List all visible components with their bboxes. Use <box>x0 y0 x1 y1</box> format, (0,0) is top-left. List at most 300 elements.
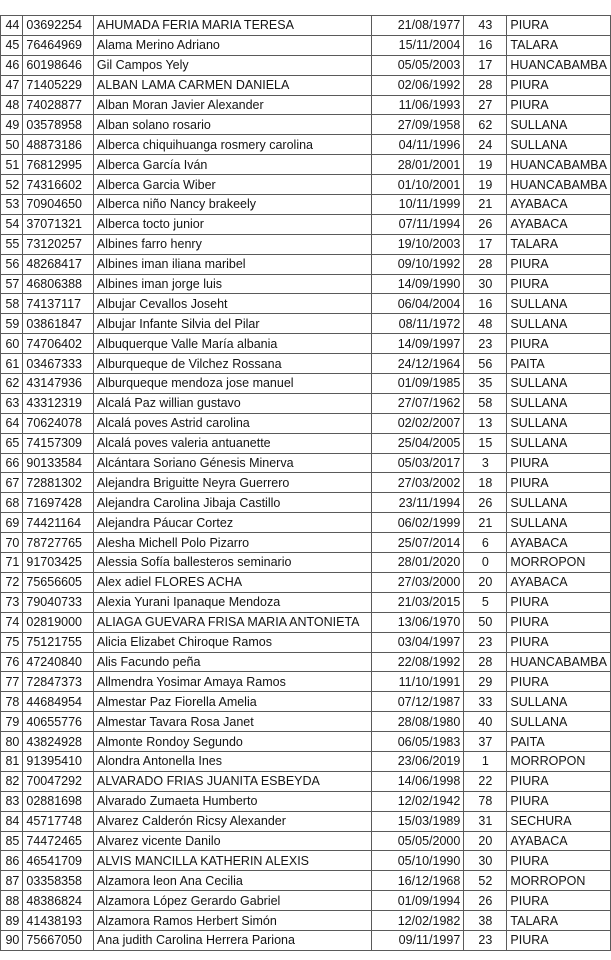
dni-cell: 37071321 <box>23 214 94 234</box>
age-cell: 24 <box>464 135 507 155</box>
dni-cell: 48268417 <box>23 254 94 274</box>
row-number: 67 <box>1 473 23 493</box>
table-row <box>1 751 611 771</box>
birth-date-cell: 27/07/1962 <box>371 393 463 413</box>
dni-cell: 45717748 <box>23 811 94 831</box>
dni-cell: 03578958 <box>23 115 94 135</box>
dni-cell: 03692254 <box>23 16 94 36</box>
birth-date-cell: 05/05/2003 <box>371 55 463 75</box>
age-cell: 27 <box>464 95 507 115</box>
dni-cell: 71697428 <box>23 493 94 513</box>
table-row <box>1 533 611 553</box>
birth-date-cell: 13/06/1970 <box>371 612 463 632</box>
province-cell: SULLANA <box>507 294 611 314</box>
table-row <box>1 612 611 632</box>
name-cell: Alis Facundo peña <box>93 652 371 672</box>
row-number: 64 <box>1 413 23 433</box>
dni-cell: 75121755 <box>23 632 94 652</box>
dni-cell: 03467333 <box>23 354 94 374</box>
dni-cell: 02881698 <box>23 791 94 811</box>
province-cell: SULLANA <box>507 135 611 155</box>
table-row <box>1 831 611 851</box>
name-cell: Almestar Paz Fiorella Amelia <box>93 692 371 712</box>
name-cell: Alvarado Zumaeta Humberto <box>93 791 371 811</box>
age-cell: 20 <box>464 831 507 851</box>
table-row <box>1 374 611 394</box>
name-cell: Albuquerque Valle María albania <box>93 334 371 354</box>
table-row <box>1 294 611 314</box>
dni-cell: 48873186 <box>23 135 94 155</box>
age-cell: 3 <box>464 453 507 473</box>
age-cell: 52 <box>464 871 507 891</box>
province-cell: SULLANA <box>507 314 611 334</box>
birth-date-cell: 08/11/1972 <box>371 314 463 334</box>
dni-cell: 60198646 <box>23 55 94 75</box>
row-number: 60 <box>1 334 23 354</box>
birth-date-cell: 14/09/1997 <box>371 334 463 354</box>
dni-cell: 70904650 <box>23 195 94 215</box>
province-cell: AYABACA <box>507 195 611 215</box>
table-row <box>1 572 611 592</box>
name-cell: Albines iman jorge luis <box>93 274 371 294</box>
age-cell: 30 <box>464 851 507 871</box>
row-number: 72 <box>1 572 23 592</box>
age-cell: 28 <box>464 254 507 274</box>
row-number: 53 <box>1 195 23 215</box>
age-cell: 20 <box>464 572 507 592</box>
table-row <box>1 314 611 334</box>
row-number: 63 <box>1 393 23 413</box>
age-cell: 15 <box>464 433 507 453</box>
name-cell: Alama Merino Adriano <box>93 35 371 55</box>
name-cell: Almonte Rondoy Segundo <box>93 732 371 752</box>
age-cell: 56 <box>464 354 507 374</box>
age-cell: 58 <box>464 393 507 413</box>
birth-date-cell: 07/11/1994 <box>371 214 463 234</box>
name-cell: Alberca niño Nancy brakeely <box>93 195 371 215</box>
birth-date-cell: 21/08/1977 <box>371 16 463 36</box>
birth-date-cell: 05/03/2017 <box>371 453 463 473</box>
row-number: 84 <box>1 811 23 831</box>
row-number: 75 <box>1 632 23 652</box>
birth-date-cell: 09/10/1992 <box>371 254 463 274</box>
birth-date-cell: 03/04/1997 <box>371 632 463 652</box>
age-cell: 19 <box>464 155 507 175</box>
province-cell: SULLANA <box>507 692 611 712</box>
birth-date-cell: 02/02/2007 <box>371 413 463 433</box>
province-cell: PIURA <box>507 453 611 473</box>
province-cell: SULLANA <box>507 115 611 135</box>
name-cell: AHUMADA FERIA MARIA TERESA <box>93 16 371 36</box>
table-row <box>1 891 611 911</box>
age-cell: 17 <box>464 234 507 254</box>
dni-cell: 70624078 <box>23 413 94 433</box>
dni-cell: 72881302 <box>23 473 94 493</box>
row-number: 48 <box>1 95 23 115</box>
age-cell: 33 <box>464 692 507 712</box>
name-cell: Alban solano rosario <box>93 115 371 135</box>
birth-date-cell: 15/11/2004 <box>371 35 463 55</box>
name-cell: Alburqueque de Vilchez Rossana <box>93 354 371 374</box>
province-cell: PIURA <box>507 16 611 36</box>
sheet-top-edge <box>0 0 611 16</box>
row-number: 50 <box>1 135 23 155</box>
table-row <box>1 334 611 354</box>
province-cell: SULLANA <box>507 433 611 453</box>
age-cell: 38 <box>464 911 507 931</box>
row-number: 87 <box>1 871 23 891</box>
province-cell: HUANCABAMBA <box>507 55 611 75</box>
province-cell: PIURA <box>507 672 611 692</box>
age-cell: 26 <box>464 493 507 513</box>
province-cell: AYABACA <box>507 533 611 553</box>
row-number: 74 <box>1 612 23 632</box>
table-row <box>1 155 611 175</box>
row-number: 54 <box>1 214 23 234</box>
birth-date-cell: 23/06/2019 <box>371 751 463 771</box>
registry-table <box>0 15 611 951</box>
province-cell: MORROPON <box>507 751 611 771</box>
name-cell: Alcántara Soriano Génesis Minerva <box>93 453 371 473</box>
province-cell: PIURA <box>507 930 611 950</box>
age-cell: 21 <box>464 513 507 533</box>
dni-cell: 74157309 <box>23 433 94 453</box>
age-cell: 0 <box>464 553 507 573</box>
name-cell: Albines iman iliana maribel <box>93 254 371 274</box>
row-number: 62 <box>1 374 23 394</box>
age-cell: 30 <box>464 274 507 294</box>
table-row <box>1 592 611 612</box>
row-number: 49 <box>1 115 23 135</box>
province-cell: PAITA <box>507 354 611 374</box>
age-cell: 21 <box>464 195 507 215</box>
table-row <box>1 95 611 115</box>
name-cell: Alvarez vicente Danilo <box>93 831 371 851</box>
birth-date-cell: 24/12/1964 <box>371 354 463 374</box>
row-number: 82 <box>1 771 23 791</box>
birth-date-cell: 06/04/2004 <box>371 294 463 314</box>
row-number: 88 <box>1 891 23 911</box>
dni-cell: 70047292 <box>23 771 94 791</box>
row-number: 79 <box>1 712 23 732</box>
age-cell: 23 <box>464 632 507 652</box>
province-cell: SECHURA <box>507 811 611 831</box>
row-number: 73 <box>1 592 23 612</box>
dni-cell: 74421164 <box>23 513 94 533</box>
row-number: 55 <box>1 234 23 254</box>
dni-cell: 46806388 <box>23 274 94 294</box>
birth-date-cell: 02/06/1992 <box>371 75 463 95</box>
age-cell: 48 <box>464 314 507 334</box>
dni-cell: 76464969 <box>23 35 94 55</box>
row-number: 78 <box>1 692 23 712</box>
table-row <box>1 930 611 950</box>
table-row <box>1 234 611 254</box>
birth-date-cell: 12/02/1942 <box>371 791 463 811</box>
province-cell: PIURA <box>507 771 611 791</box>
name-cell: Allmendra Yosimar Amaya Ramos <box>93 672 371 692</box>
table-row <box>1 16 611 36</box>
birth-date-cell: 01/10/2001 <box>371 175 463 195</box>
age-cell: 28 <box>464 75 507 95</box>
table-row <box>1 672 611 692</box>
name-cell: Alberca Garcia Wiber <box>93 175 371 195</box>
dni-cell: 75656605 <box>23 572 94 592</box>
birth-date-cell: 27/03/2002 <box>371 473 463 493</box>
birth-date-cell: 05/05/2000 <box>371 831 463 851</box>
dni-cell: 74706402 <box>23 334 94 354</box>
table-row <box>1 393 611 413</box>
name-cell: Albines farro henry <box>93 234 371 254</box>
province-cell: TALARA <box>507 911 611 931</box>
name-cell: Alex adiel FLORES ACHA <box>93 572 371 592</box>
table-row <box>1 115 611 135</box>
birth-date-cell: 06/05/1983 <box>371 732 463 752</box>
name-cell: Alzamora López Gerardo Gabriel <box>93 891 371 911</box>
province-cell: TALARA <box>507 35 611 55</box>
row-number: 65 <box>1 433 23 453</box>
birth-date-cell: 15/03/1989 <box>371 811 463 831</box>
name-cell: Alejandra Páucar Cortez <box>93 513 371 533</box>
row-number: 81 <box>1 751 23 771</box>
birth-date-cell: 27/03/2000 <box>371 572 463 592</box>
age-cell: 22 <box>464 771 507 791</box>
name-cell: Albujar Infante Silvia del Pilar <box>93 314 371 334</box>
province-cell: AYABACA <box>507 214 611 234</box>
birth-date-cell: 06/02/1999 <box>371 513 463 533</box>
row-number: 47 <box>1 75 23 95</box>
dni-cell: 46541709 <box>23 851 94 871</box>
dni-cell: 74472465 <box>23 831 94 851</box>
table-row <box>1 553 611 573</box>
birth-date-cell: 16/12/1968 <box>371 871 463 891</box>
age-cell: 16 <box>464 294 507 314</box>
age-cell: 6 <box>464 533 507 553</box>
age-cell: 13 <box>464 413 507 433</box>
dni-cell: 90133584 <box>23 453 94 473</box>
age-cell: 43 <box>464 16 507 36</box>
table-row <box>1 453 611 473</box>
row-number: 44 <box>1 16 23 36</box>
dni-cell: 78727765 <box>23 533 94 553</box>
province-cell: SULLANA <box>507 413 611 433</box>
row-number: 86 <box>1 851 23 871</box>
dni-cell: 47240840 <box>23 652 94 672</box>
province-cell: MORROPON <box>507 871 611 891</box>
row-number: 85 <box>1 831 23 851</box>
row-number: 61 <box>1 354 23 374</box>
name-cell: Alzamora leon Ana Cecilia <box>93 871 371 891</box>
dni-cell: 43824928 <box>23 732 94 752</box>
birth-date-cell: 19/10/2003 <box>371 234 463 254</box>
row-number: 66 <box>1 453 23 473</box>
dni-cell: 74137117 <box>23 294 94 314</box>
name-cell: Alcalá poves Astrid carolina <box>93 413 371 433</box>
age-cell: 31 <box>464 811 507 831</box>
age-cell: 26 <box>464 891 507 911</box>
age-cell: 62 <box>464 115 507 135</box>
table-row <box>1 513 611 533</box>
province-cell: HUANCABAMBA <box>507 175 611 195</box>
dni-cell: 03358358 <box>23 871 94 891</box>
dni-cell: 44684954 <box>23 692 94 712</box>
name-cell: Alzamora Ramos Herbert Simón <box>93 911 371 931</box>
name-cell: Gil Campos Yely <box>93 55 371 75</box>
table-row <box>1 413 611 433</box>
dni-cell: 41438193 <box>23 911 94 931</box>
age-cell: 26 <box>464 214 507 234</box>
dni-cell: 79040733 <box>23 592 94 612</box>
province-cell: PIURA <box>507 791 611 811</box>
age-cell: 29 <box>464 672 507 692</box>
province-cell: SULLANA <box>507 393 611 413</box>
province-cell: PIURA <box>507 592 611 612</box>
row-number: 80 <box>1 732 23 752</box>
table-row <box>1 55 611 75</box>
birth-date-cell: 11/06/1993 <box>371 95 463 115</box>
province-cell: HUANCABAMBA <box>507 652 611 672</box>
province-cell: PIURA <box>507 851 611 871</box>
birth-date-cell: 11/10/1991 <box>371 672 463 692</box>
row-number: 51 <box>1 155 23 175</box>
province-cell: SULLANA <box>507 374 611 394</box>
dni-cell: 91395410 <box>23 751 94 771</box>
dni-cell: 72847373 <box>23 672 94 692</box>
name-cell: Alcalá poves valeria antuanette <box>93 433 371 453</box>
table-row <box>1 473 611 493</box>
table-row <box>1 871 611 891</box>
table-row <box>1 811 611 831</box>
table-row <box>1 712 611 732</box>
age-cell: 78 <box>464 791 507 811</box>
birth-date-cell: 25/07/2014 <box>371 533 463 553</box>
province-cell: PIURA <box>507 95 611 115</box>
row-number: 90 <box>1 930 23 950</box>
table-row <box>1 493 611 513</box>
birth-date-cell: 14/09/1990 <box>371 274 463 294</box>
dni-cell: 71405229 <box>23 75 94 95</box>
table-row <box>1 214 611 234</box>
province-cell: AYABACA <box>507 831 611 851</box>
province-cell: PIURA <box>507 334 611 354</box>
dni-cell: 03861847 <box>23 314 94 334</box>
birth-date-cell: 23/11/1994 <box>371 493 463 513</box>
name-cell: Almestar Tavara Rosa Janet <box>93 712 371 732</box>
dni-cell: 43312319 <box>23 393 94 413</box>
name-cell: Alondra Antonella Ines <box>93 751 371 771</box>
row-number: 69 <box>1 513 23 533</box>
age-cell: 18 <box>464 473 507 493</box>
province-cell: PIURA <box>507 632 611 652</box>
birth-date-cell: 10/11/1999 <box>371 195 463 215</box>
age-cell: 19 <box>464 175 507 195</box>
birth-date-cell: 01/09/1985 <box>371 374 463 394</box>
row-number: 77 <box>1 672 23 692</box>
birth-date-cell: 12/02/1982 <box>371 911 463 931</box>
table-row <box>1 732 611 752</box>
table-row <box>1 175 611 195</box>
province-cell: MORROPON <box>507 553 611 573</box>
age-cell: 50 <box>464 612 507 632</box>
table-row <box>1 274 611 294</box>
dni-cell: 40655776 <box>23 712 94 732</box>
dni-cell: 48386824 <box>23 891 94 911</box>
birth-date-cell: 09/11/1997 <box>371 930 463 950</box>
province-cell: TALARA <box>507 234 611 254</box>
age-cell: 1 <box>464 751 507 771</box>
table-row <box>1 75 611 95</box>
birth-date-cell: 22/08/1992 <box>371 652 463 672</box>
table-row <box>1 254 611 274</box>
birth-date-cell: 27/09/1958 <box>371 115 463 135</box>
name-cell: Alejandra Carolina Jibaja Castillo <box>93 493 371 513</box>
age-cell: 40 <box>464 712 507 732</box>
row-number: 46 <box>1 55 23 75</box>
row-number: 56 <box>1 254 23 274</box>
birth-date-cell: 04/11/1996 <box>371 135 463 155</box>
name-cell: Albujar Cevallos Joseht <box>93 294 371 314</box>
province-cell: PIURA <box>507 75 611 95</box>
table-row <box>1 354 611 374</box>
name-cell: ALVIS MANCILLA KATHERIN ALEXIS <box>93 851 371 871</box>
name-cell: Alejandra Briguitte Neyra Guerrero <box>93 473 371 493</box>
name-cell: Alberca García Iván <box>93 155 371 175</box>
name-cell: Alicia Elizabet Chiroque Ramos <box>93 632 371 652</box>
table-row <box>1 771 611 791</box>
name-cell: Alesha Michell Polo Pizarro <box>93 533 371 553</box>
name-cell: Alvarez Calderón Ricsy Alexander <box>93 811 371 831</box>
name-cell: Alessia Sofía ballesteros seminario <box>93 553 371 573</box>
row-number: 83 <box>1 791 23 811</box>
name-cell: Alburqueque mendoza jose manuel <box>93 374 371 394</box>
province-cell: PIURA <box>507 612 611 632</box>
table-row <box>1 195 611 215</box>
dni-cell: 02819000 <box>23 612 94 632</box>
birth-date-cell: 21/03/2015 <box>371 592 463 612</box>
table-row <box>1 632 611 652</box>
name-cell: ALVARADO FRIAS JUANITA ESBEYDA <box>93 771 371 791</box>
row-number: 59 <box>1 314 23 334</box>
dni-cell: 91703425 <box>23 553 94 573</box>
row-number: 57 <box>1 274 23 294</box>
row-number: 68 <box>1 493 23 513</box>
dni-cell: 74028877 <box>23 95 94 115</box>
dni-cell: 73120257 <box>23 234 94 254</box>
table-row <box>1 851 611 871</box>
birth-date-cell: 01/09/1994 <box>371 891 463 911</box>
birth-date-cell: 14/06/1998 <box>371 771 463 791</box>
table-row <box>1 692 611 712</box>
row-number: 71 <box>1 553 23 573</box>
table-row <box>1 433 611 453</box>
province-cell: PIURA <box>507 274 611 294</box>
table-row <box>1 791 611 811</box>
name-cell: ALIAGA GUEVARA FRISA MARIA ANTONIETA <box>93 612 371 632</box>
dni-cell: 75667050 <box>23 930 94 950</box>
row-number: 89 <box>1 911 23 931</box>
row-number: 70 <box>1 533 23 553</box>
birth-date-cell: 25/04/2005 <box>371 433 463 453</box>
name-cell: Alexia Yurani Ipanaque Mendoza <box>93 592 371 612</box>
age-cell: 35 <box>464 374 507 394</box>
table-row <box>1 652 611 672</box>
province-cell: PIURA <box>507 473 611 493</box>
birth-date-cell: 28/08/1980 <box>371 712 463 732</box>
province-cell: SULLANA <box>507 712 611 732</box>
name-cell: ALBAN LAMA CARMEN DANIELA <box>93 75 371 95</box>
name-cell: Alban Moran Javier Alexander <box>93 95 371 115</box>
province-cell: PIURA <box>507 891 611 911</box>
